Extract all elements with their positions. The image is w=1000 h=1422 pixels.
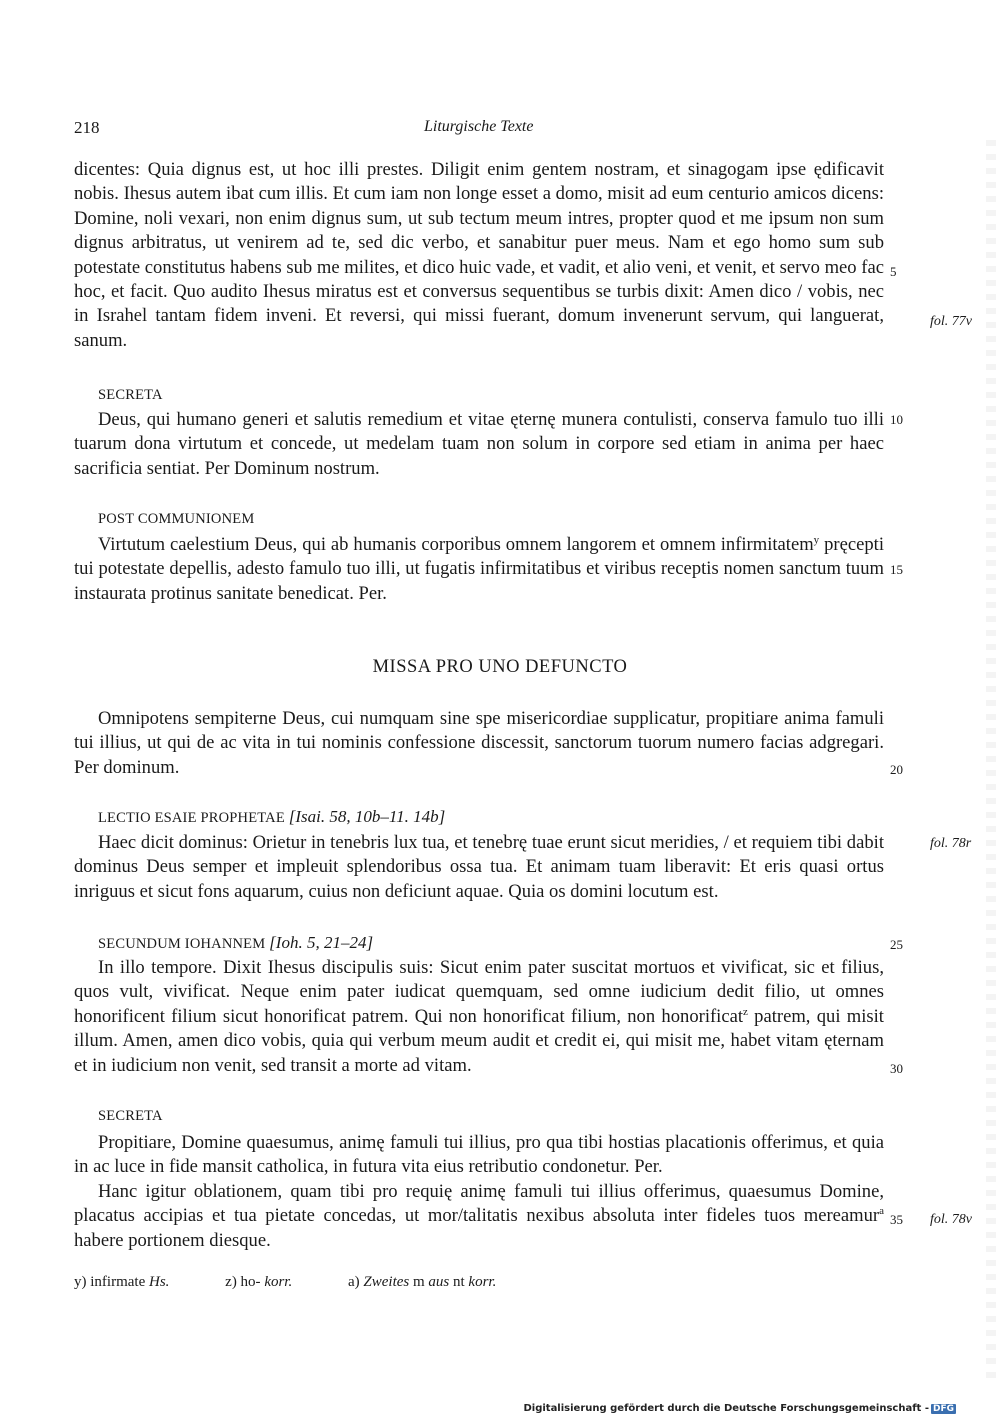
footnote-source: korr.: [264, 1274, 293, 1290]
footnote-y: [74, 1274, 169, 1290]
post-communionem-block: [74, 533, 884, 606]
paragraph: Deus, qui humano generi et salutis remedium et vitae ęternę munera contulisti, conserva famulo tuo illi tuarum dona virtutum et concede, ut medelam tuam non solum in corpore sed etiam in anima per haec sacrificia sentiat. Per Dominum nostrum.: [74, 409, 884, 479]
footnote-marker: z: [743, 1005, 748, 1018]
folio-reference: fol. 77v: [930, 314, 972, 329]
line-number: 35: [890, 1212, 903, 1227]
heading-secreta-2: SECRETA: [98, 1108, 163, 1124]
footnote-italic: korr.: [468, 1274, 497, 1290]
page-number: 218: [74, 118, 100, 137]
paragraph: dicentes: Quia dignus est, ut hoc illi prestes. Diligit enim gentem nostram, et sinagogam ipse ędificavit nobis. Ihesus autem ibat cum illis. Et cum iam non longe esset a domo, misit ad eum centurio amicos dicens: Domine, noli vexari, non enim dignus sum, ut sub tectum meum intres, propter quod et me ipsum non sum dignus arbitratus, ut venirem ad te, sed dic verbo, et sanabitur puer meus. Nam et ego homo sum sub potestate constitutus habens sub me milites, et dico huic vade, et vadit, et alio veni, et venit, et servo meo fac hoc, et facit. Quo audito Ihesus miratus est et conversus sequentibus se turbis dixit: Amen dico / vobis, nec in Israhel tantam fidem inveni. Et reversi, qui missi fuerant, domum invenerunt servum, qui languerat, sanum.: [74, 159, 884, 351]
paragraph: [74, 956, 884, 1078]
paragraph: Omnipotens sempiterne Deus, cui numquam sine spe misericordiae supplicatur, propitiare anima famuli tui illius, ut qui de ac vita in tui nominis confessione discessit, sanctorum tuorum numero facias adgregari. Per dominum.: [74, 708, 884, 778]
line-number: 10: [890, 412, 903, 427]
heading-text: SECUNDUM IOHANNEM: [98, 936, 266, 952]
footnote-marker: a: [879, 1205, 884, 1218]
paragraph: [74, 1180, 884, 1253]
text-segment: habere portionem diesque.: [74, 1229, 271, 1251]
paragraph: Propitiare, Domine quaesumus, animę famuli tui illius, pro qua tibi hostias placationis offerimus, et quia in ac luce in fide mansit catholica, in futura vita eius retributio condonetur. Per.: [74, 1132, 884, 1178]
text-segment: patrem, qui misit illum. Amen, amen dico vobis, quia qui verbum meum audit et credit ei, qui misit me, habet vitam ęternam et in iudicium non venit, sed transit a morte ad vitam.: [74, 1005, 884, 1076]
footnote-text: m: [412, 1274, 425, 1290]
footnote-italic: aus: [428, 1274, 450, 1290]
footnote-marker: y: [813, 533, 820, 546]
dfg-logo: DFG: [932, 1404, 954, 1414]
folio-reference: fol. 78v: [930, 1212, 972, 1227]
footnotes: [74, 1274, 548, 1291]
scripture-reference: [Ioh. 5, 21–24]: [269, 933, 374, 952]
running-title: Liturgische Texte: [424, 118, 534, 135]
text-segment: In illo tempore. Dixit Ihesus discipulis suis: Sicut enim pater suscitat mortuos et vivificat, sic et filius, quos vult, vivificat. Neque enim pater iudicat quemquam, sed omne iudicium dedit filio, ut omnes honorificent filium sicut honorificat patrem. Qui non honorificat filium, non honorificat: [74, 957, 884, 1027]
footnote-text: y) infirmate: [74, 1274, 146, 1290]
heading-text: LECTIO ESAIE PROPHETAE: [98, 810, 285, 826]
footnote-text: a): [347, 1274, 360, 1290]
lectio-block: [74, 831, 884, 904]
folio-reference: fol. 78r: [930, 836, 972, 851]
oratio-block: [74, 707, 884, 780]
heading-secreta: SECRETA: [98, 387, 163, 403]
gospel-continuation: [74, 158, 884, 353]
paragraph: Haec dicit dominus: Orietur in tenebris lux tua, et tenebrę tuae erunt sicut meridies, / et requiem tibi dabit dominus Deus semper et impleuit splendoribus ossa tua. Et animam tuam liberavit: Et eris quasi ortus inriguus et sicut fons aquarum, cuius non deficiunt aquae. Quia os domini locutum est.: [74, 832, 884, 902]
line-number: 30: [890, 1061, 903, 1076]
line-number: 20: [890, 762, 903, 777]
line-number: 5: [890, 264, 897, 279]
footer-text: Digitalisierung gefördert durch die Deutsche Forschungsgemeinschaft -: [523, 1403, 929, 1414]
footnote-text: z) ho-: [225, 1274, 261, 1290]
text-segment: Hanc igitur oblationem, quam tibi pro requię animę famuli tui illius offerimus, quaesumus Domine, placatus accipias et tua pietate concedas, ut mor/talitatis nexibus absoluta inter fideles tuos mereamur: [74, 1180, 884, 1227]
funding-footer: [523, 1403, 956, 1414]
heading-evangelium: [98, 933, 373, 953]
paragraph: [74, 533, 884, 606]
scan-edge: [986, 140, 996, 1380]
line-number: 25: [890, 937, 903, 952]
evangelium-block: [74, 956, 884, 1078]
line-number: 15: [890, 562, 903, 577]
section-title: MISSA PRO UNO DEFUNCTO: [372, 657, 628, 677]
heading-lectio: [98, 807, 445, 827]
footnote-source: Hs.: [148, 1274, 170, 1290]
footnote-text: nt: [453, 1274, 465, 1290]
secreta-block: [74, 408, 884, 481]
footnote-z: [225, 1274, 292, 1290]
footnote-italic: Zweites: [363, 1274, 410, 1290]
heading-post-communionem: POST COMMUNIONEM: [98, 511, 255, 527]
text-segment: pręcepti tui potestate depellis, adesto famulo tuo illi, ut fugatis infirmitatibus et viribus receptis nomen sanctum tuum instaurata protinus sanitate benedicat. Per.: [74, 534, 884, 604]
footnote-a: [348, 1274, 496, 1290]
scripture-reference: [Isai. 58, 10b–11. 14b]: [288, 807, 446, 826]
text-segment: Virtutum caelestium Deus, qui ab humanis corporibus omnem langorem et omnem infirmitatem: [98, 534, 814, 555]
secreta-2-block: [74, 1131, 884, 1253]
